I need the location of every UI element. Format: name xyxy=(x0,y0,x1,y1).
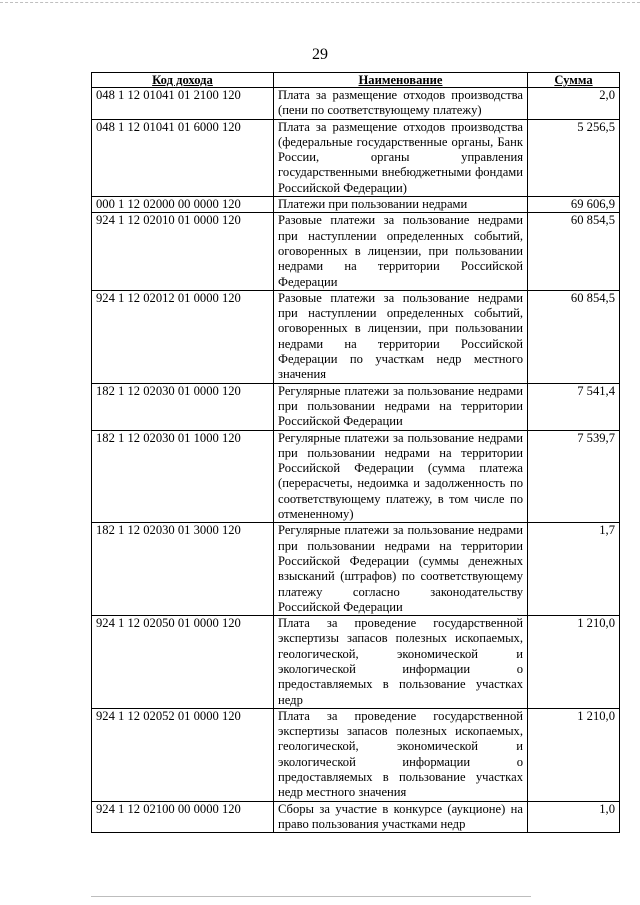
income-code: 182 1 12 02030 01 3000 120 xyxy=(92,523,274,616)
income-name: Плата за размещение отходов производства (федеральные государственные органы, Банк России, органы управления государственными внебюджетными фондами Российской Федерации) xyxy=(274,119,528,196)
header-sum: Сумма xyxy=(528,73,620,88)
income-code: 924 1 12 02012 01 0000 120 xyxy=(92,290,274,383)
revenue-table xyxy=(91,72,620,833)
income-code: 924 1 12 02010 01 0000 120 xyxy=(92,213,274,290)
income-code: 924 1 12 02100 00 0000 120 xyxy=(92,801,274,833)
table-row xyxy=(92,430,620,523)
income-code: 048 1 12 01041 01 2100 120 xyxy=(92,88,274,120)
income-sum: 5 256,5 xyxy=(528,119,620,196)
income-sum: 1,7 xyxy=(528,523,620,616)
table-row xyxy=(92,616,620,709)
table-row xyxy=(92,383,620,430)
income-name: Регулярные платежи за пользование недрами при пользовании недрами на территории Российской Федерации (сумма платежа (перерасчеты, недоимка и задолженность по соответствующему платежу, в том числе по отмененному) xyxy=(274,430,528,523)
income-name: Регулярные платежи за пользование недрами при пользовании недрами на территории Российской Федерации xyxy=(274,383,528,430)
income-name: Разовые платежи за пользование недрами при наступлении определенных событий, оговоренных в лицензии, при пользовании недрами на территории Российской Федерации по участкам недр местного значения xyxy=(274,290,528,383)
income-code: 048 1 12 01041 01 6000 120 xyxy=(92,119,274,196)
income-code: 924 1 12 02052 01 0000 120 xyxy=(92,708,274,801)
header-code: Код дохода xyxy=(92,73,274,88)
income-code: 182 1 12 02030 01 0000 120 xyxy=(92,383,274,430)
income-sum: 60 854,5 xyxy=(528,213,620,290)
header-name: Наименование xyxy=(274,73,528,88)
income-name: Плата за размещение отходов производства (пени по соответствующему платежу) xyxy=(274,88,528,120)
table-row xyxy=(92,197,620,213)
income-sum: 1 210,0 xyxy=(528,708,620,801)
income-sum: 7 539,7 xyxy=(528,430,620,523)
page-top-edge xyxy=(0,2,640,3)
income-code: 924 1 12 02050 01 0000 120 xyxy=(92,616,274,709)
income-name: Разовые платежи за пользование недрами при наступлении определенных событий, оговоренных в лицензии, при пользовании недрами на территории Российской Федерации xyxy=(274,213,528,290)
table-row xyxy=(92,290,620,383)
income-name: Платежи при пользовании недрами xyxy=(274,197,528,213)
income-name: Регулярные платежи за пользование недрами при пользовании недрами на территории Российской Федерации (суммы денежных взысканий (штрафов) по соответствующему платежу согласно законодательству Российской Федерации xyxy=(274,523,528,616)
income-sum: 2,0 xyxy=(528,88,620,120)
income-sum: 1 210,0 xyxy=(528,616,620,709)
table-row xyxy=(92,213,620,290)
page-bottom-edge xyxy=(91,896,531,897)
income-name: Сборы за участие в конкурсе (аукционе) на право пользования участками недр xyxy=(274,801,528,833)
table-row xyxy=(92,523,620,616)
income-sum: 69 606,9 xyxy=(528,197,620,213)
page-number: 29 xyxy=(312,46,328,63)
income-name: Плата за проведение государственной экспертизы запасов полезных ископаемых, геологической, экономической и экологической информации о предоставляемых в пользование участках недр xyxy=(274,616,528,709)
income-sum: 7 541,4 xyxy=(528,383,620,430)
income-sum: 60 854,5 xyxy=(528,290,620,383)
income-name: Плата за проведение государственной экспертизы запасов полезных ископаемых, геологической, экономической и экологической информации о предоставляемых в пользование участках недр местного значения xyxy=(274,708,528,801)
income-code: 182 1 12 02030 01 1000 120 xyxy=(92,430,274,523)
table-row xyxy=(92,119,620,196)
table-header-row xyxy=(92,73,620,88)
income-code: 000 1 12 02000 00 0000 120 xyxy=(92,197,274,213)
income-sum: 1,0 xyxy=(528,801,620,833)
table-row xyxy=(92,801,620,833)
table-row xyxy=(92,708,620,801)
table-row xyxy=(92,88,620,120)
